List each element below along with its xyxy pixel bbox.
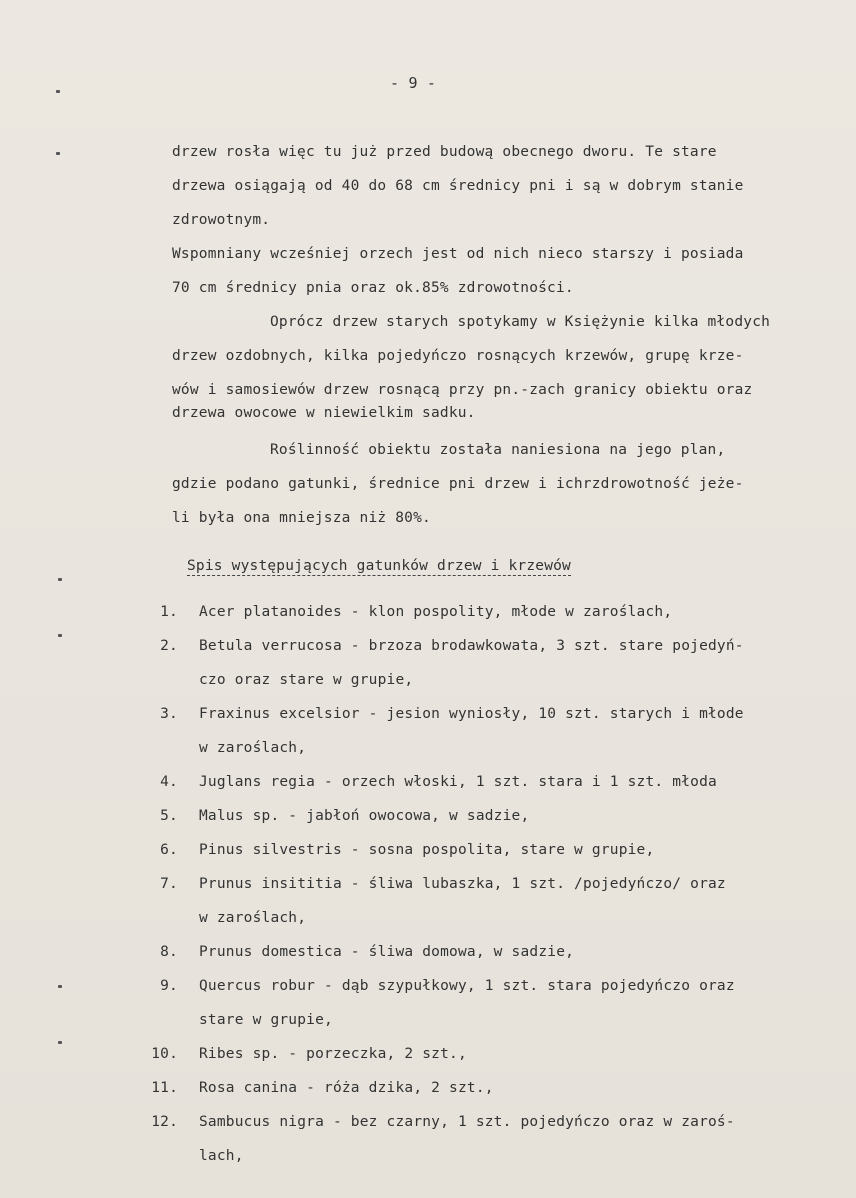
margin-mark bbox=[58, 985, 62, 988]
paragraph-line: gdzie podano gatunki, średnice pni drzew i ichrzdrowotność jeże- bbox=[172, 476, 744, 492]
list-item-number: 2. bbox=[160, 638, 178, 654]
paragraph-line: zdrowotnym. bbox=[172, 212, 271, 228]
list-item-number: 8. bbox=[160, 944, 178, 960]
margin-mark bbox=[58, 634, 62, 637]
list-item-line: Pinus silvestris - sosna pospolita, stare w grupie, bbox=[199, 842, 655, 858]
paragraph-line: Roślinność obiektu została naniesiona na jego plan, bbox=[270, 442, 726, 458]
list-item-line: stare w grupie, bbox=[199, 1012, 333, 1028]
margin-mark bbox=[58, 1041, 62, 1044]
list-item-line: Ribes sp. - porzeczka, 2 szt., bbox=[199, 1046, 467, 1062]
list-item-line: Fraxinus excelsior - jesion wyniosły, 10 szt. starych i młode bbox=[199, 706, 744, 722]
list-item-number: 12. bbox=[151, 1114, 178, 1130]
paragraph-line: 70 cm średnicy pnia oraz ok.85% zdrowotności. bbox=[172, 280, 574, 296]
paragraph-line: Wspomniany wcześniej orzech jest od nich nieco starszy i posiada bbox=[172, 246, 744, 262]
paragraph-line: li była ona mniejsza niż 80%. bbox=[172, 510, 431, 526]
list-item-line: w zaroślach, bbox=[199, 910, 307, 926]
list-item-line: Betula verrucosa - brzoza brodawkowata, 3 szt. stare pojedyń- bbox=[199, 638, 744, 654]
paragraph-line: Oprócz drzew starych spotykamy w Księżynie kilka młodych bbox=[270, 314, 771, 330]
list-item-line: Acer platanoides - klon pospolity, młode w zaroślach, bbox=[199, 604, 673, 620]
list-item-line: Quercus robur - dąb szypułkowy, 1 szt. stara pojedyńczo oraz bbox=[199, 978, 735, 994]
list-item-number: 11. bbox=[151, 1080, 178, 1096]
margin-mark bbox=[56, 90, 60, 93]
list-item-number: 7. bbox=[160, 876, 178, 892]
list-item-number: 6. bbox=[160, 842, 178, 858]
paragraph-line: drzew rosła więc tu już przed budową obecnego dworu. Te stare bbox=[172, 144, 717, 160]
list-heading: Spis występujących gatunków drzew i krzewów bbox=[187, 558, 571, 574]
list-item-number: 3. bbox=[160, 706, 178, 722]
list-item-number: 9. bbox=[160, 978, 178, 994]
list-item-line: Sambucus nigra - bez czarny, 1 szt. pojedyńczo oraz w zaroś- bbox=[199, 1114, 735, 1130]
list-item-number: 4. bbox=[160, 774, 178, 790]
page-number: - 9 - bbox=[390, 74, 437, 92]
paragraph-line: drzewa owocowe w niewielkim sadku. bbox=[172, 405, 476, 421]
paragraph-line: drzew ozdobnych, kilka pojedyńczo rosnących krzewów, grupę krze- bbox=[172, 348, 744, 364]
list-item-line: Juglans regia - orzech włoski, 1 szt. stara i 1 szt. młoda bbox=[199, 774, 717, 790]
list-item-number: 10. bbox=[151, 1046, 178, 1062]
margin-mark bbox=[58, 578, 62, 581]
list-item-number: 1. bbox=[160, 604, 178, 620]
list-item-line: Prunus insititia - śliwa lubaszka, 1 szt. /pojedyńczo/ oraz bbox=[199, 876, 726, 892]
list-item-line: Prunus domestica - śliwa domowa, w sadzie, bbox=[199, 944, 575, 960]
margin-mark bbox=[56, 152, 60, 155]
list-item-line: Malus sp. - jabłoń owocowa, w sadzie, bbox=[199, 808, 530, 824]
list-item-number: 5. bbox=[160, 808, 178, 824]
paragraph-line: wów i samosiewów drzew rosnącą przy pn.-zach granicy obiektu oraz bbox=[172, 382, 753, 398]
list-item-line: czo oraz stare w grupie, bbox=[199, 672, 414, 688]
paragraph-line: drzewa osiągają od 40 do 68 cm średnicy pni i są w dobrym stanie bbox=[172, 178, 744, 194]
list-item-line: lach, bbox=[199, 1148, 244, 1164]
list-item-line: w zaroślach, bbox=[199, 740, 307, 756]
list-item-line: Rosa canina - róża dzika, 2 szt., bbox=[199, 1080, 494, 1096]
